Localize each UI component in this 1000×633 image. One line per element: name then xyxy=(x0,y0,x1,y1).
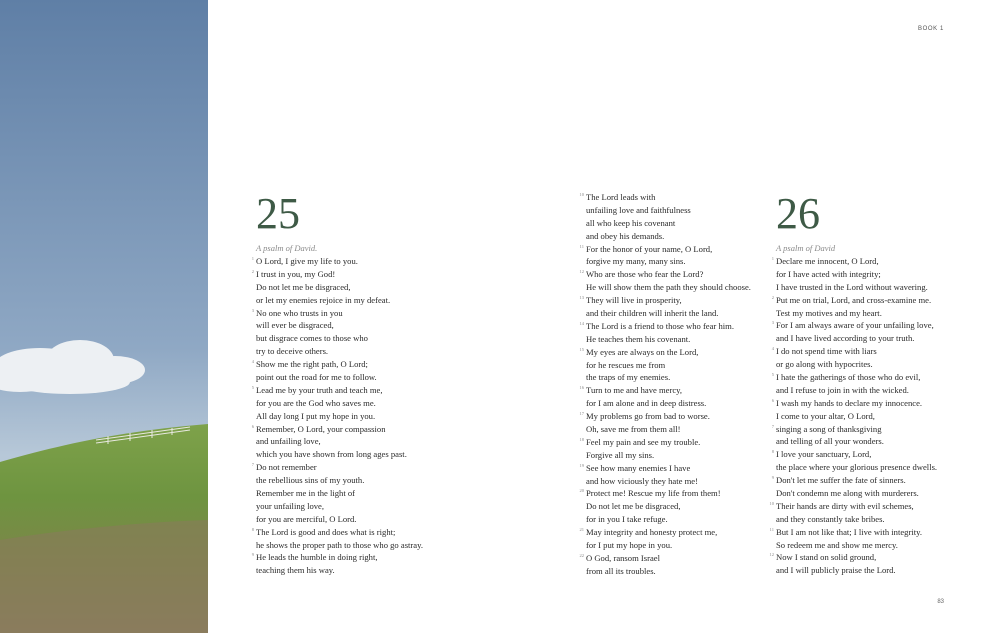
verse-text: for you are merciful, O Lord. xyxy=(256,513,357,524)
verse-line xyxy=(579,552,751,565)
verse-text: He will show them the path they should choose. xyxy=(586,282,751,293)
verse-number: 1 xyxy=(771,256,774,261)
verse-line xyxy=(579,320,751,333)
verse-line xyxy=(586,565,751,578)
verse-text: for he rescues me from xyxy=(586,359,666,370)
verse-line xyxy=(586,513,751,526)
verse-text: Protect me! Rescue my life from them! xyxy=(586,488,721,499)
verse-line xyxy=(256,435,423,448)
verse-number: 19 xyxy=(579,462,584,468)
verse-text: Do not remember xyxy=(256,462,317,473)
verse-line xyxy=(251,551,423,564)
psalm-26-verses xyxy=(769,255,938,577)
verse-number: 7 xyxy=(771,423,774,429)
verse-line xyxy=(776,564,937,577)
verse-text: The Lord is good and does what is right; xyxy=(256,526,396,537)
verse-line xyxy=(579,436,751,449)
verse-line xyxy=(251,255,423,268)
verse-text: and their children will inherit the land. xyxy=(586,308,719,319)
verse-text: which you have shown from long ages past. xyxy=(256,449,407,460)
book-page xyxy=(208,0,1000,633)
verse-line xyxy=(256,500,423,513)
verse-line xyxy=(256,294,423,307)
verse-text: For I am always aware of your unfailing love, xyxy=(776,320,934,331)
psalm-25-verses-continued xyxy=(579,191,751,578)
verse-number: 10 xyxy=(579,192,584,197)
verse-number: 17 xyxy=(579,411,584,417)
verse-text: Forgive all my sins. xyxy=(586,449,655,460)
verse-line xyxy=(256,564,423,577)
verse-text: Feel my pain and see my trouble. xyxy=(586,436,701,447)
verse-line xyxy=(256,319,423,332)
verse-text: will ever be disgraced, xyxy=(256,320,334,331)
verse-text: all who keep his covenant xyxy=(586,217,676,228)
verse-text: for I put my hope in you. xyxy=(586,540,673,551)
verse-line xyxy=(256,332,423,345)
verse-number: 5 xyxy=(251,384,254,390)
verse-text: but disgrace comes to those who xyxy=(256,333,368,344)
verse-number: 11 xyxy=(769,526,774,532)
verse-text: singing a song of thanksgiving xyxy=(776,423,882,434)
verse-number: 11 xyxy=(579,243,584,249)
verse-line xyxy=(256,448,423,461)
verse-line xyxy=(771,255,937,268)
verse-text: the rebellious sins of my youth. xyxy=(256,475,365,486)
verse-number: 9 xyxy=(771,475,774,481)
verse-text: Remember me in the light of xyxy=(256,488,356,499)
verse-line xyxy=(771,319,937,332)
verse-line xyxy=(776,539,937,552)
verse-text: the place where your glorious presence dwells. xyxy=(776,462,938,473)
verse-text: Turn to me and have mercy, xyxy=(586,385,683,396)
psalm-26-superscription: A psalm of David xyxy=(776,243,836,253)
verse-text: Show me the right path, O Lord; xyxy=(256,359,368,370)
verse-line xyxy=(586,281,751,294)
psalm-26-number: 26 xyxy=(776,189,820,238)
verse-line xyxy=(769,526,937,539)
verse-text: I trust in you, my God! xyxy=(256,268,336,279)
verse-text: No one who trusts in you xyxy=(256,307,343,318)
verse-text: Do not let me be disgraced, xyxy=(586,501,681,512)
verse-text: Their hands are dirty with evil schemes, xyxy=(776,500,914,511)
verse-text: and I have lived according to your truth. xyxy=(776,333,915,344)
verse-line xyxy=(256,371,423,384)
verse-text: Oh, save me from them all! xyxy=(586,424,681,435)
verse-line xyxy=(586,217,751,230)
verse-line xyxy=(251,358,423,371)
verse-line xyxy=(771,474,937,487)
verse-line xyxy=(776,410,937,423)
verse-number: 14 xyxy=(579,320,584,326)
verse-number: 5 xyxy=(771,372,774,378)
verse-text: Do not let me be disgraced, xyxy=(256,281,351,292)
verse-text: he shows the proper path to those who go astray. xyxy=(256,539,423,550)
verse-text: and how viciously they hate me! xyxy=(586,475,698,486)
verse-number: 3 xyxy=(251,307,254,313)
verse-text: and telling of all your wonders. xyxy=(776,436,884,447)
verse-text: Put me on trial, Lord, and cross-examine me. xyxy=(776,294,932,305)
verse-text: Declare me innocent, O Lord, xyxy=(776,256,879,266)
verse-text: May integrity and honesty protect me, xyxy=(586,527,718,538)
verse-text: The Lord leads with xyxy=(586,192,656,202)
verse-text: or go along with hypocrites. xyxy=(776,359,873,370)
verse-text: point out the road for me to follow. xyxy=(256,372,377,383)
verse-text: O God, ransom Israel xyxy=(586,552,660,563)
verse-number: 9 xyxy=(251,552,254,558)
verse-text: My eyes are always on the Lord, xyxy=(586,346,699,357)
verse-text: So redeem me and show me mercy. xyxy=(776,539,898,550)
verse-number: 3 xyxy=(771,320,774,326)
verse-text: He teaches them his covenant. xyxy=(586,333,691,344)
verse-text: For the honor of your name, O Lord, xyxy=(586,243,713,254)
verse-line xyxy=(251,461,423,474)
verse-line xyxy=(579,410,751,423)
verse-line xyxy=(586,255,751,268)
verse-text: your unfailing love, xyxy=(256,500,325,511)
verse-text: My problems go from bad to worse. xyxy=(586,411,710,422)
verse-line xyxy=(771,397,937,410)
verse-text: forgive my many, many sins. xyxy=(586,256,686,267)
verse-number: 6 xyxy=(251,423,254,429)
verse-line xyxy=(586,475,751,488)
verse-number: 6 xyxy=(771,397,774,403)
verse-line xyxy=(586,230,751,243)
verse-line xyxy=(776,513,937,526)
verse-line xyxy=(256,487,423,500)
verse-line xyxy=(771,345,937,358)
verse-line xyxy=(586,359,751,372)
verse-line xyxy=(776,435,937,448)
verse-line xyxy=(256,474,423,487)
verse-text: I do not spend time with liars xyxy=(776,346,877,357)
verse-line xyxy=(776,487,937,500)
verse-number: 20 xyxy=(579,488,584,494)
page-number: 83 xyxy=(937,599,944,605)
verse-line xyxy=(579,526,751,539)
verse-line xyxy=(771,294,937,307)
verse-text: try to deceive others. xyxy=(256,346,329,357)
verse-line xyxy=(251,307,423,320)
verse-text: I hate the gatherings of those who do evil, xyxy=(776,372,921,383)
verse-number: 15 xyxy=(579,346,584,352)
verse-text: Don't let me suffer the fate of sinners. xyxy=(776,475,906,486)
verse-text: and I will publicly praise the Lord. xyxy=(776,565,896,576)
verse-line xyxy=(776,281,937,294)
verse-number: 8 xyxy=(251,526,254,532)
verse-text: or let my enemies rejoice in my defeat. xyxy=(256,294,391,305)
verse-text: Lead me by your truth and teach me, xyxy=(256,384,383,395)
verse-text: and unfailing love, xyxy=(256,436,321,447)
verse-text: Don't condemn me along with murderers. xyxy=(776,488,919,499)
verse-line xyxy=(586,307,751,320)
verse-number: 7 xyxy=(251,462,254,468)
verse-text: and they constantly take bribes. xyxy=(776,513,885,524)
verse-text: All day long I put my hope in you. xyxy=(256,410,376,421)
verse-text: O Lord, I give my life to you. xyxy=(256,256,358,266)
verse-line xyxy=(251,423,423,436)
verse-number: 8 xyxy=(771,449,774,455)
verse-line xyxy=(769,551,937,564)
verse-text: I wash my hands to declare my innocence. xyxy=(776,397,923,408)
verse-line xyxy=(586,423,751,436)
verse-line xyxy=(586,500,751,513)
verse-text: Remember, O Lord, your compassion xyxy=(256,423,386,434)
verse-line xyxy=(251,526,423,539)
hill-landscape-image xyxy=(0,0,208,633)
verse-line xyxy=(579,268,751,281)
verse-number: 16 xyxy=(579,385,584,391)
verse-line xyxy=(579,384,751,397)
verse-line xyxy=(771,448,937,461)
verse-text: and obey his demands. xyxy=(586,230,665,241)
verse-text: the traps of my enemies. xyxy=(586,372,671,383)
verse-line xyxy=(586,204,751,217)
verse-line xyxy=(776,268,937,281)
verse-line xyxy=(579,462,751,475)
verse-line xyxy=(771,423,937,436)
verse-line xyxy=(586,371,751,384)
verse-line xyxy=(256,410,423,423)
verse-line xyxy=(256,281,423,294)
verse-text: Now I stand on solid ground, xyxy=(776,552,877,563)
verse-line xyxy=(256,345,423,358)
verse-number: 22 xyxy=(579,552,584,558)
psalm-25-verses xyxy=(251,255,423,577)
verse-line xyxy=(256,397,423,410)
verse-number: 1 xyxy=(251,256,254,261)
verse-line xyxy=(586,333,751,346)
verse-number: 13 xyxy=(579,295,584,301)
verse-line xyxy=(586,397,751,410)
verse-line xyxy=(776,461,937,474)
verse-line xyxy=(776,332,937,345)
verse-line xyxy=(579,191,751,204)
verse-text: for in you I take refuge. xyxy=(586,514,668,525)
verse-text: They will live in prosperity, xyxy=(586,295,682,306)
verse-text: See how many enemies I have xyxy=(586,462,691,473)
verse-line xyxy=(776,358,937,371)
psalm-25-number: 25 xyxy=(256,189,300,238)
verse-text: for I have acted with integrity; xyxy=(776,268,881,279)
verse-number: 4 xyxy=(251,359,254,365)
verse-text: The Lord is a friend to those who fear him. xyxy=(586,320,734,331)
verse-text: Test my motives and my heart. xyxy=(776,307,882,318)
verse-line xyxy=(579,346,751,359)
verse-number: 4 xyxy=(771,346,774,352)
verse-text: for I am alone and in deep distress. xyxy=(586,398,707,409)
running-header: BOOK 1 xyxy=(918,26,944,32)
verse-text: for you are the God who saves me. xyxy=(256,397,376,408)
psalm-25-superscription: A psalm of David. xyxy=(256,243,318,253)
verse-line xyxy=(586,449,751,462)
verse-line xyxy=(771,371,937,384)
verse-text: and I refuse to join in with the wicked. xyxy=(776,384,909,395)
verse-line xyxy=(776,384,937,397)
verse-line xyxy=(769,500,937,513)
landscape-photo xyxy=(0,0,208,633)
verse-text: He leads the humble in doing right, xyxy=(256,552,378,563)
verse-number: 2 xyxy=(771,294,774,300)
verse-number: 2 xyxy=(251,268,254,274)
verse-line xyxy=(251,268,423,281)
verse-text: I come to your altar, O Lord, xyxy=(776,410,875,421)
verse-text: teaching them his way. xyxy=(256,565,335,576)
verse-number: 21 xyxy=(579,527,584,533)
verse-line xyxy=(579,487,751,500)
verse-line xyxy=(579,294,751,307)
verse-number: 18 xyxy=(579,436,584,442)
verse-text: Who are those who fear the Lord? xyxy=(586,269,704,280)
verse-number: 12 xyxy=(579,269,584,275)
verse-text: But I am not like that; I live with integrity. xyxy=(776,526,922,537)
verse-text: from all its troubles. xyxy=(586,565,656,576)
verse-number: 12 xyxy=(769,552,774,558)
verse-number: 10 xyxy=(769,500,774,506)
verse-line xyxy=(579,243,751,256)
verse-text: I love your sanctuary, Lord, xyxy=(776,449,872,460)
verse-line xyxy=(586,539,751,552)
verse-text: unfailing love and faithfulness xyxy=(586,204,691,215)
verse-line xyxy=(251,384,423,397)
verse-line xyxy=(256,513,423,526)
verse-text: I have trusted in the Lord without wavering. xyxy=(776,281,928,292)
verse-line xyxy=(776,307,937,320)
verse-line xyxy=(256,539,423,552)
